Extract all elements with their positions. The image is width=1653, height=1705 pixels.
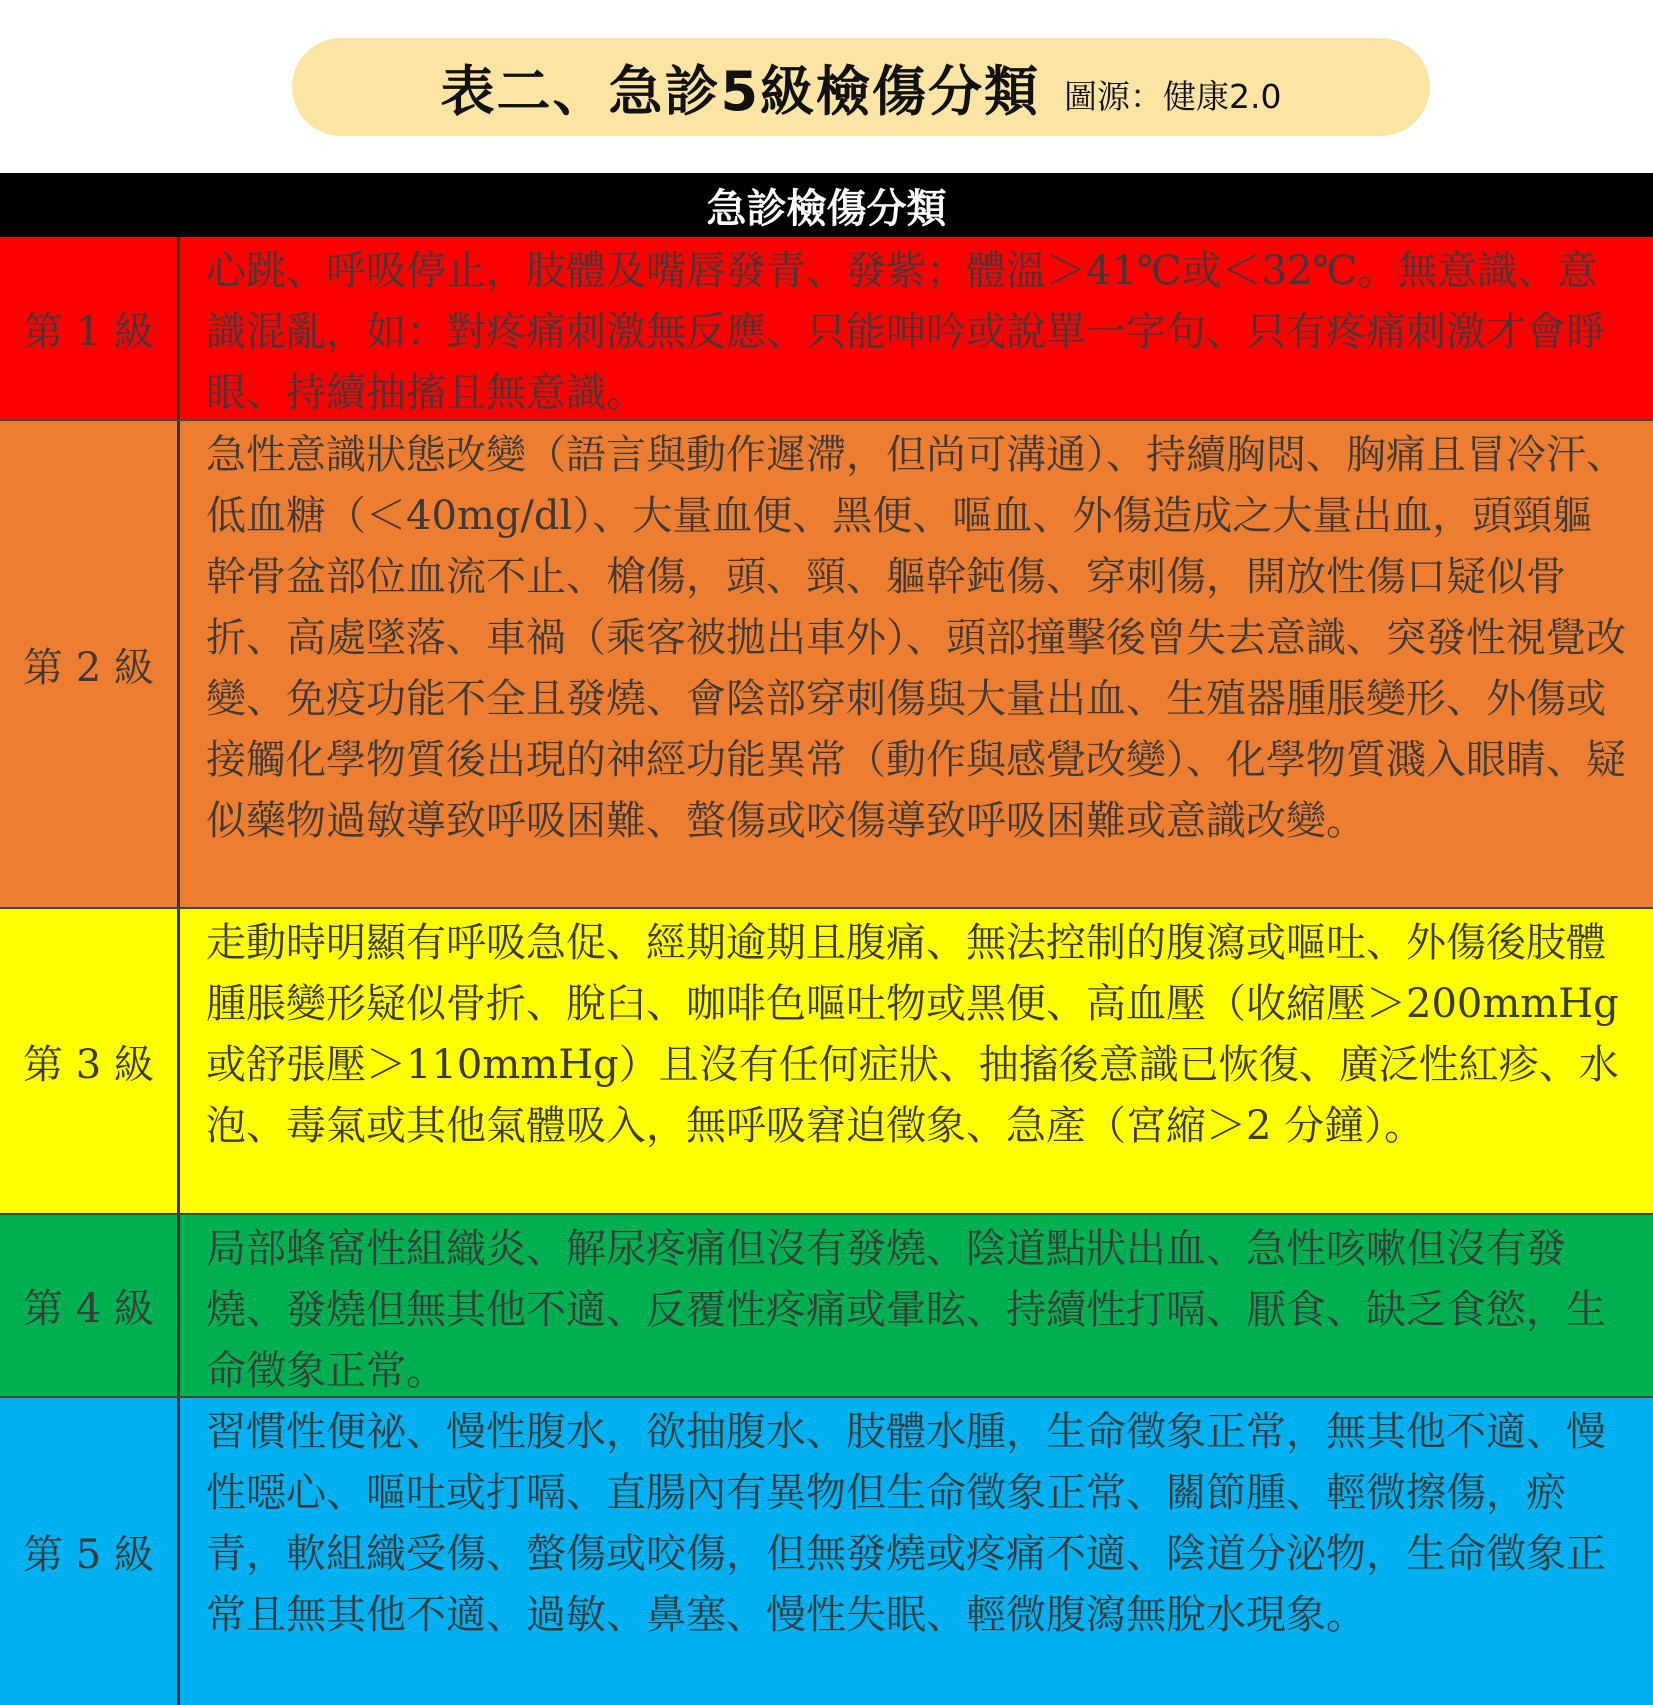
level-description: 局部蜂窩性組織炎、解尿疼痛但沒有發燒、陰道點狀出血、急性咳嗽但沒有發燒、發燒但無其他不適、反覆性疼痛或暈眩、持續性打嗝、厭食、缺乏食慾，生命徵象正常。 [206, 1226, 1606, 1394]
image-source-caption: 圖源：健康2.0 [1064, 76, 1282, 116]
level-label: 第 5 級 [0, 1398, 180, 1705]
triage-row-level-1 [0, 237, 1653, 421]
triage-row-level-2 [0, 421, 1653, 909]
triage-row-level-3 [0, 909, 1653, 1215]
table-header: 急診檢傷分類 [0, 173, 1653, 237]
triage-table [0, 173, 1653, 1705]
page-title: 表二、急診5級檢傷分類 [440, 59, 1041, 123]
level-description: 心跳、呼吸停止，肢體及嘴唇發青、發紫；體溫＞41℃或＜32℃。無意識、意識混亂，如：對疼痛刺激無反應、只能呻吟或說單一字句、只有疼痛刺激才會睜眼、持續抽搐且無意識。 [206, 248, 1606, 416]
title-banner [292, 38, 1430, 136]
level-description: 走動時明顯有呼吸急促、經期逾期且腹痛、無法控制的腹瀉或嘔吐、外傷後肢體腫脹變形疑似骨折、脫臼、咖啡色嘔吐物或黑便、高血壓（收縮壓＞200mmHg 或舒張壓＞110mmHg）且沒有任何症狀、抽搐後意識已恢復、廣泛性紅疹、水泡、毒氣或其他氣體吸入，無呼吸窘迫徵象、急產（宮縮＞2 分鐘）。 [206, 920, 1619, 1149]
level-description: 習慣性便祕、慢性腹水，欲抽腹水、肢體水腫，生命徵象正常，無其他不適、慢性噁心、嘔吐或打嗝、直腸內有異物但生命徵象正常、關節腫、輕微擦傷，瘀青，軟組織受傷、螫傷或咬傷，但無發燒或疼痛不適、陰道分泌物，生命徵象正常且無其他不適、過敏、鼻塞、慢性失眠、輕微腹瀉無脫水現象。 [206, 1409, 1606, 1638]
level-label: 第 2 級 [0, 421, 180, 907]
level-label: 第 4 級 [0, 1215, 180, 1396]
level-description: 急性意識狀態改變（語言與動作遲滯，但尚可溝通）、持續胸悶、胸痛且冒冷汗、低血糖（＜40mg/dl）、大量血便、黑便、嘔血、外傷造成之大量出血，頭頸軀幹骨盆部位血流不止、槍傷，頭、頸、軀幹鈍傷、穿刺傷，開放性傷口疑似骨折、高處墜落、車禍（乘客被拋出車外）、頭部撞擊後曾失去意識、突發性視覺改變、免疫功能不全且發燒、會陰部穿刺傷與大量出血、生殖器腫脹變形、外傷或接觸化學物質後出現的神經功能異常（動作與感覺改變）、化學物質濺入眼睛、疑似藥物過敏導致呼吸困難、螫傷或咬傷導致呼吸困難或意識改變。 [206, 432, 1626, 844]
level-label: 第 3 級 [0, 909, 180, 1213]
level-label: 第 1 級 [0, 237, 180, 419]
triage-row-level-4 [0, 1215, 1653, 1398]
triage-row-level-5 [0, 1398, 1653, 1705]
